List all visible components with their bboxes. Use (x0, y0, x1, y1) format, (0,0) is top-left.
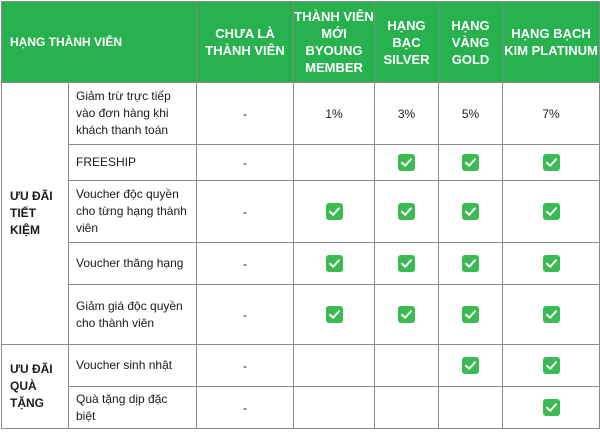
benefit-value (439, 345, 503, 387)
membership-tier-table (1, 1, 600, 429)
benefit-label: Voucher sinh nhật (69, 345, 197, 387)
group-gifts-label: ƯU ĐÃI QUÀ TẶNG (2, 345, 69, 429)
benefit-value (294, 345, 375, 387)
checkmark-icon (543, 203, 560, 220)
benefit-value (503, 387, 600, 429)
benefit-value (294, 181, 375, 243)
checkmark-icon (462, 255, 479, 272)
benefit-value: - (197, 145, 294, 181)
tier-non-member: CHƯA LÀ THÀNH VIÊN (197, 2, 294, 83)
tier-gold: HẠNG VÀNG GOLD (439, 2, 503, 83)
benefit-value (294, 145, 375, 181)
checkmark-icon (543, 306, 560, 323)
benefit-label: Voucher độc quyền cho từng hạng thành viên (69, 181, 197, 243)
checkmark-icon (398, 255, 415, 272)
checkmark-icon (398, 306, 415, 323)
tier-platinum: HẠNG BẠCH KIM PLATINUM (503, 2, 600, 83)
benefit-value (294, 285, 375, 345)
benefit-label: Giảm trừ trực tiếp vào đơn hàng khi khách thanh toán (69, 83, 197, 145)
table-row (2, 243, 600, 285)
benefit-value: - (197, 83, 294, 145)
benefit-value (503, 285, 600, 345)
benefit-value: 3% (375, 83, 439, 145)
benefit-value (375, 243, 439, 285)
benefit-value (503, 243, 600, 285)
benefit-value: - (197, 181, 294, 243)
benefit-label: Giảm giá độc quyền cho thành viên (69, 285, 197, 345)
tier-header-label: HẠNG THÀNH VIÊN (2, 2, 197, 83)
benefit-label: Quà tặng dịp đặc biệt (69, 387, 197, 429)
benefit-value (439, 387, 503, 429)
table-row (2, 285, 600, 345)
checkmark-icon (326, 306, 343, 323)
benefit-value: 7% (503, 83, 600, 145)
benefit-value (375, 285, 439, 345)
benefit-value (294, 243, 375, 285)
checkmark-icon (462, 306, 479, 323)
table-row (2, 345, 600, 387)
header-row (2, 2, 600, 83)
checkmark-icon (462, 154, 479, 171)
group-savings-label: ƯU ĐÃI TIẾT KIỆM (2, 83, 69, 345)
benefit-value (375, 387, 439, 429)
benefit-value: - (197, 387, 294, 429)
tier-silver: HẠNG BẠC SILVER (375, 2, 439, 83)
checkmark-icon (398, 203, 415, 220)
tier-new-member: THÀNH VIÊN MỚI BYOUNG MEMBER (294, 2, 375, 83)
benefit-value (294, 387, 375, 429)
benefit-value (503, 181, 600, 243)
table-row (2, 387, 600, 429)
checkmark-icon (326, 203, 343, 220)
benefit-value (375, 145, 439, 181)
benefit-value: 1% (294, 83, 375, 145)
table-row (2, 181, 600, 243)
benefit-label: Voucher thăng hạng (69, 243, 197, 285)
benefit-value (439, 181, 503, 243)
benefit-label: FREESHIP (69, 145, 197, 181)
benefit-value: 5% (439, 83, 503, 145)
benefit-value: - (197, 243, 294, 285)
table-row (2, 83, 600, 145)
checkmark-icon (462, 357, 479, 374)
benefit-value (439, 145, 503, 181)
benefit-value: - (197, 345, 294, 387)
benefit-value (503, 345, 600, 387)
benefit-value (439, 285, 503, 345)
checkmark-icon (543, 357, 560, 374)
benefit-value: - (197, 285, 294, 345)
benefit-value (503, 145, 600, 181)
benefit-value (375, 181, 439, 243)
checkmark-icon (462, 203, 479, 220)
benefit-value (375, 345, 439, 387)
checkmark-icon (326, 255, 343, 272)
checkmark-icon (543, 154, 560, 171)
benefit-value (439, 243, 503, 285)
table-row (2, 145, 600, 181)
checkmark-icon (398, 154, 415, 171)
checkmark-icon (543, 255, 560, 272)
checkmark-icon (543, 399, 560, 416)
